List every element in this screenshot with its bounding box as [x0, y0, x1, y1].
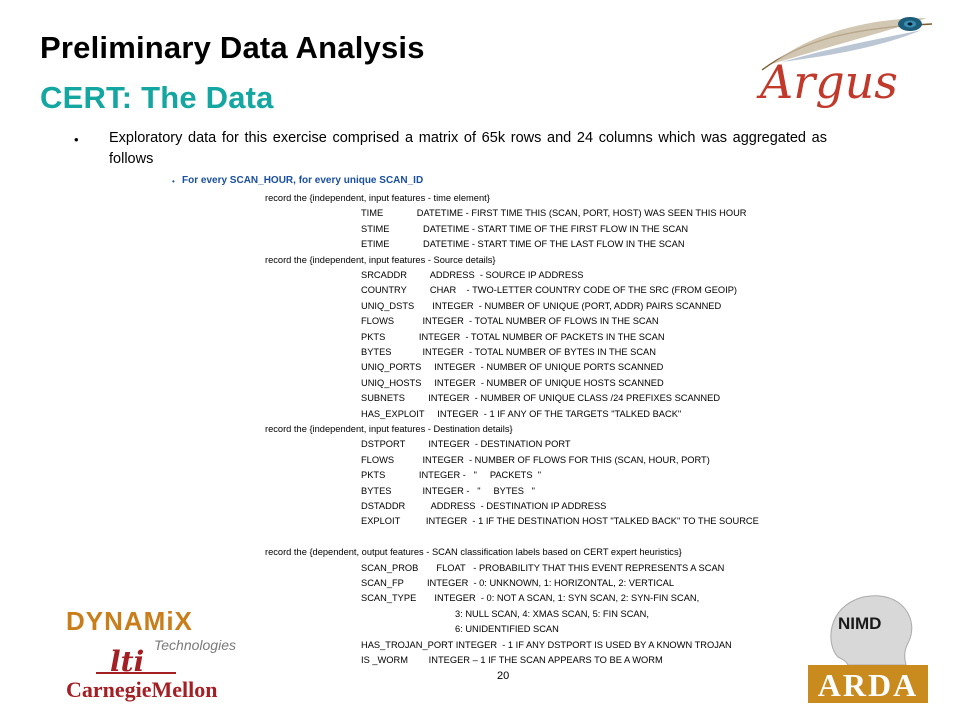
feature-line: DSTPORT INTEGER - DESTINATION PORT [361, 439, 571, 450]
feature-line: UNIQ_HOSTS INTEGER - NUMBER OF UNIQUE HOSTS SCANNED [361, 377, 664, 388]
feature-line: BYTES INTEGER - " BYTES " [361, 485, 535, 496]
argus-logo [742, 10, 942, 110]
dynamix-subtitle: Technologies [154, 637, 236, 653]
record-heading: record the {independent, input features - time element} [265, 193, 490, 203]
lti-mark: lti [110, 645, 145, 678]
feature-line: SCAN_PROB FLOAT - PROBABILITY THAT THIS EVENT REPRESENTS A SCAN [361, 562, 725, 573]
slide-title: Preliminary Data Analysis [40, 30, 425, 65]
feature-line: FLOWS INTEGER - NUMBER OF FLOWS FOR THIS (SCAN, HOUR, PORT) [361, 454, 710, 465]
feature-line: 6: UNIDENTIFIED SCAN [455, 624, 559, 635]
feature-line: HAS_TROJAN_PORT INTEGER - 1 IF ANY DSTPORT IS USED BY A KNOWN TROJAN [361, 639, 732, 650]
nimd-arda-logo [808, 585, 928, 705]
feature-line: PKTS INTEGER - " PACKETS " [361, 470, 541, 481]
feature-line: SCAN_TYPE INTEGER - 0: NOT A SCAN, 1: SYN SCAN, 2: SYN-FIN SCAN, [361, 593, 700, 604]
main-bullet-text: Exploratory data for this exercise comprised a matrix of 65k rows and 24 columns which was aggregated as follows [109, 130, 827, 167]
feature-line: FLOWS INTEGER - TOTAL NUMBER OF FLOWS IN THE SCAN [361, 316, 659, 327]
record-heading: record the {independent, input features - Source details} [265, 254, 496, 265]
feature-line: SUBNETS INTEGER - NUMBER OF UNIQUE CLASS /24 PREFIXES SCANNED [361, 393, 721, 404]
slide-subtitle: CERT: The Data [40, 80, 274, 115]
feature-line: IS _WORM INTEGER – 1 IF THE SCAN APPEARS TO BE A WORM [361, 655, 663, 665]
nimd-label: NIMD [838, 614, 882, 633]
argus-wordmark: Argus [760, 55, 898, 109]
feature-line: HAS_EXPLOIT INTEGER - 1 IF ANY OF THE TARGETS "TALKED BACK" [361, 408, 682, 419]
dynamix-wordmark: DYNAMiX [66, 606, 193, 636]
feature-line: SCAN_FP INTEGER - 0: UNKNOWN, 1: HORIZONTAL, 2: VERTICAL [361, 578, 675, 588]
feature-line: SRCADDR ADDRESS - SOURCE IP ADDRESS [361, 270, 584, 280]
feature-line: COUNTRY CHAR - TWO-LETTER COUNTRY CODE OF THE SRC (FROM GEOIP) [361, 285, 738, 296]
feature-line: UNIQ_DSTS INTEGER - NUMBER OF UNIQUE (PORT, ADDR) PAIRS SCANNED [361, 300, 722, 311]
carnegie-mellon-logo [66, 645, 246, 705]
feature-line: STIME DATETIME - START TIME OF THE FIRST FLOW IN THE SCAN [361, 223, 689, 234]
sub-bullet-text: For every SCAN_HOUR, for every unique SCAN_ID [182, 175, 424, 186]
feature-line: TIME DATETIME - FIRST TIME THIS (SCAN, PORT, HOST) WAS SEEN THIS HOUR [361, 208, 747, 219]
record-heading: record the {independent, input features - Destination details} [265, 424, 513, 434]
feature-line: UNIQ_PORTS INTEGER - NUMBER OF UNIQUE PORTS SCANNED [361, 362, 664, 373]
record-heading: record the {dependent, output features - SCAN classification labels based on CERT expert heuristics} [265, 547, 682, 558]
page-number: 20 [497, 670, 510, 682]
feature-line: PKTS INTEGER - TOTAL NUMBER OF PACKETS IN THE SCAN [361, 331, 665, 342]
bullet-marker: • [74, 132, 79, 147]
feature-line: EXPLOIT INTEGER - 1 IF THE DESTINATION HOST "TALKED BACK" TO THE SOURCE [361, 516, 759, 527]
arda-label: ARDA [817, 667, 919, 703]
feature-line: BYTES INTEGER - TOTAL NUMBER OF BYTES IN THE SCAN [361, 347, 656, 357]
sub-bullet-marker: • [172, 177, 175, 186]
feature-line: DSTADDR ADDRESS - DESTINATION IP ADDRESS [361, 501, 607, 511]
carnegie-mellon-wordmark: CarnegieMellon [66, 677, 218, 702]
feature-line: 3: NULL SCAN, 4: XMAS SCAN, 5: FIN SCAN, [455, 608, 649, 619]
feature-line: ETIME DATETIME - START TIME OF THE LAST FLOW IN THE SCAN [361, 239, 685, 250]
